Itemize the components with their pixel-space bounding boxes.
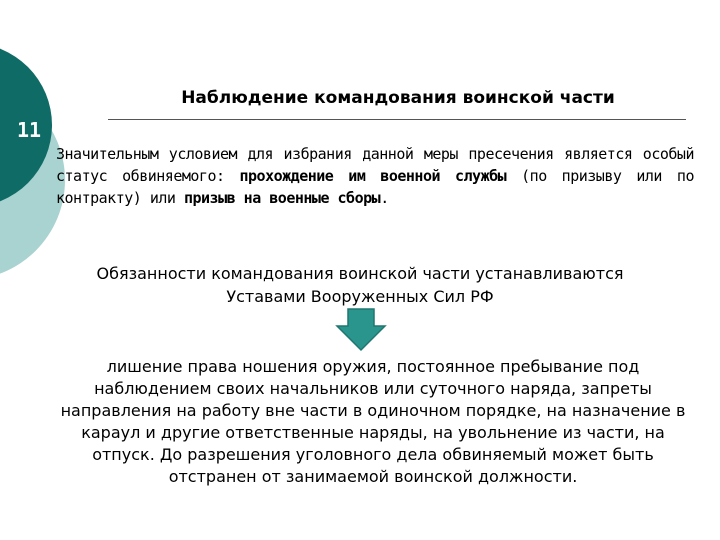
duty-line-2: Уставами Вооруженных Сил РФ (226, 287, 494, 306)
restrictions-text: лишение права ношения оружия, постоянное пребывание под наблюдением своих начальников или суточного наряда, запреты направления на работу вне части в одиночном порядке, на назначение в караул и другие ответственные наряды, на увольнение из части, на отпуск. До разрешения уголовного дела обвиняемый может быть отстранен от занимаемой воинской должности. (60, 357, 686, 486)
duty-statement (60, 262, 660, 308)
intro-bold-military-training: призыв на военные сборы (183, 189, 381, 207)
intro-paragraph (56, 143, 694, 209)
arrow-down-icon (335, 308, 387, 352)
duty-line-1: Обязанности командования воинской части устанавливаются (96, 264, 624, 283)
intro-text-2: (по призыву или по контракту) или (56, 167, 694, 207)
intro-text-1: Значительным условием для избрания данной меры пресечения является особый статус обвиняемого: (56, 145, 694, 185)
page-title: Наблюдение командования воинской части (181, 88, 615, 108)
slide-number: 11 (17, 118, 42, 142)
intro-bold-military-service: прохождение им военной службы (239, 167, 507, 185)
title-divider (108, 119, 686, 120)
intro-text-3: . (380, 189, 389, 207)
